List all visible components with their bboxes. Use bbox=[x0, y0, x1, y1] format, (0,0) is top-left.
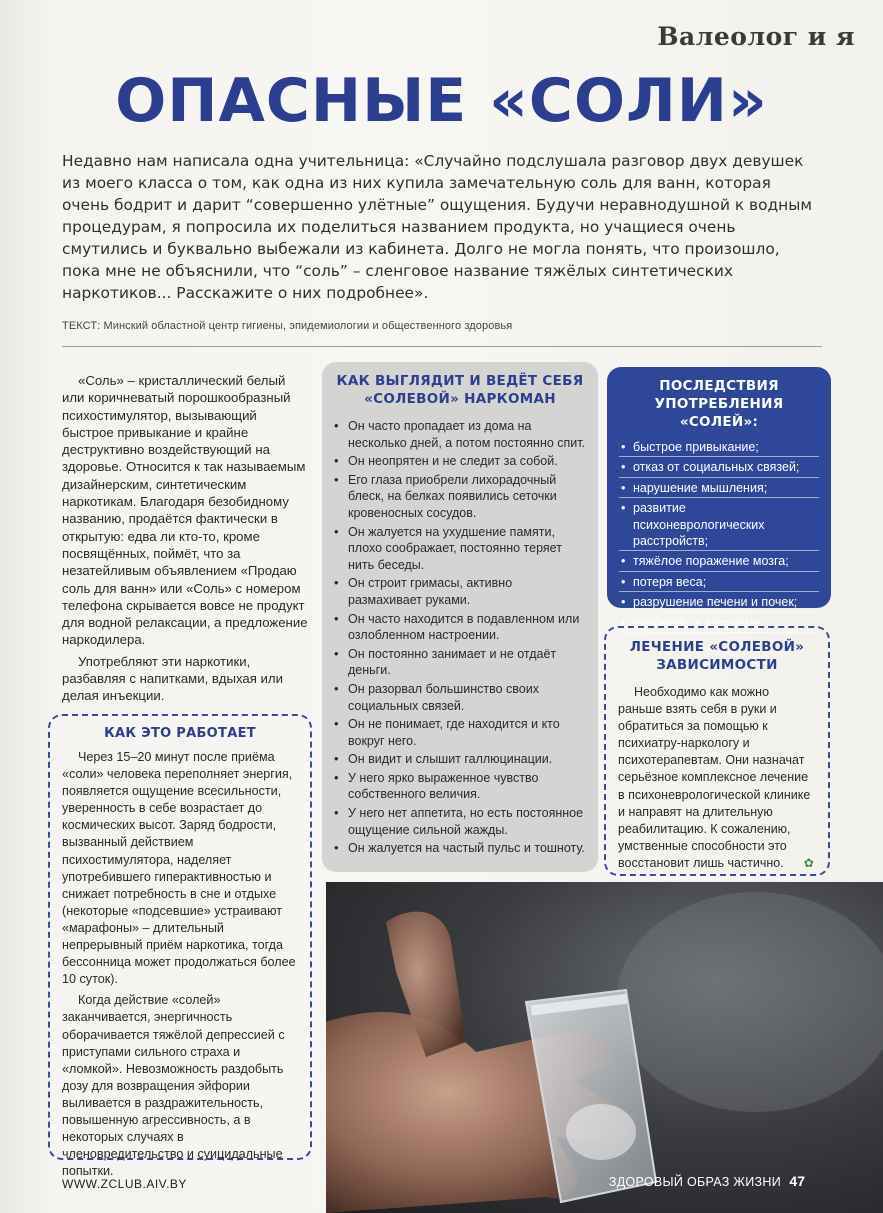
list-item: • Его глаза приобрели лихорадочный блеск, на белках появились сеточки кровеносных сосудов. bbox=[334, 472, 586, 522]
intro-paragraph: «Соль» – кристаллический белый или коричневатый порошкообразный психостимулятор, вызывающий быстрое привыкание и крайне деструктивно воздействующий на здоровье. Относится к так называемым дизайнерским, синтетическим наркотикам. Благодаря безобидному названию, продаётся фактически в открытую: едва ли кто-то, кроме посвящённых, поймёт, что за незатейливым объявлением «Продаю соль для ванн» или «Соль» с номером телефона скрывается вовсе не продукт для водной релаксации, а предложение наркодилера. bbox=[62, 373, 308, 648]
list-item: • Он не понимает, где находится и кто вокруг него. bbox=[334, 716, 586, 749]
treatment-box bbox=[604, 626, 830, 876]
how-it-works-paragraph: Когда действие «солей» заканчивается, энергичность оборачивается тяжёлой депрессией с приступами сильного страха и «ломкой». Невозможность раздобыть дозу для возвращения эйфории выливается в раздражительность, повышенную агрессивность, а в некоторых случаях в членовредительство и суицидальные попытки. bbox=[62, 993, 285, 1179]
article-headline: ОПАСНЫЕ «СОЛИ» bbox=[115, 66, 768, 136]
footer-magazine-name: ЗДОРОВЫЙ ОБРАЗ ЖИЗНИ bbox=[608, 1175, 781, 1189]
article-photo bbox=[326, 882, 883, 1213]
consequences-title: ПОСЛЕДСТВИЯ УПОТРЕБЛЕНИЯ «СОЛЕЙ»: bbox=[654, 378, 784, 430]
how-it-works-paragraph: Через 15–20 минут после приёма «соли» человека переполняет энергия, появляется ощущение всесильности, уверенность в себе возрастает до космических высот. Заряд бодрости, вызванный действием психостимулятора, наделяет употребившего гиперактивностью и снижает потребность в сне и отдыхе (некоторые «подсевшие» устраивают «марафоны» – длительный непрерывный приём наркотика, тогда бессонница может продолжаться более 10 суток). bbox=[62, 750, 296, 987]
list-item: • отказ от социальных связей; bbox=[619, 459, 819, 477]
how-it-works-box bbox=[48, 714, 312, 1179]
clover-icon: ✿ bbox=[803, 855, 814, 870]
footer-url: WWW.ZCLUB.AIV.BY bbox=[62, 1177, 187, 1191]
how-it-works-title: КАК ЭТО РАБОТАЕТ bbox=[104, 726, 256, 741]
treatment-text bbox=[618, 684, 816, 872]
list-item: • Он разорвал большинство своих социальных связей. bbox=[334, 681, 586, 714]
divider bbox=[62, 346, 822, 347]
addict-signs-box bbox=[322, 362, 598, 872]
list-item: • Он часто находится в подавленном или озлобленном настроении. bbox=[334, 611, 586, 644]
consequences-box bbox=[607, 367, 831, 630]
list-item: • Он часто пропадает из дома на несколько дней, а потом постоянно спит. bbox=[334, 418, 586, 451]
intro-column bbox=[62, 372, 308, 709]
list-item: • Он жалуется на ухудшение памяти, плохо соображает, постоянно теряет нить беседы. bbox=[334, 524, 586, 574]
list-item: • Он постоянно занимает и не отдаёт деньги. bbox=[334, 646, 586, 679]
list-item: • У него ярко выраженное чувство собственного величия. bbox=[334, 770, 586, 803]
intro-paragraph: Употребляют эти наркотики, разбавляя с напитками, вдыхая или делая инъекции. bbox=[62, 653, 283, 704]
article-lead: Недавно нам написала одна учительница: «Случайно подслушала разговор двух девушек из моего класса о том, как одна из них купила замечательную соль для ванн, которая очень бодрит и дарит “совершенно улётные” ощущения. Будучи неравнодушной к водным процедурам, я попросила их поделиться названием продукта, но учащиеся очень смутились и буквально выбежали из кабинета. Долго не могла понять, что произошло, пока мне не объяснили, что “соль” – сленговое название тяжёлых синтетических наркотиков... Расскажите о них подробнее». bbox=[62, 152, 812, 302]
list-item: • потеря веса; bbox=[619, 574, 819, 592]
list-item: • развитие психоневрологических расстройств; bbox=[619, 500, 819, 551]
list-item: • Он жалуется на частый пульс и тошноту. bbox=[334, 840, 586, 857]
addict-signs-title: КАК ВЫГЛЯДИТ И ВЕДЁТ СЕБЯ «СОЛЕВОЙ» НАРКОМАН bbox=[336, 373, 584, 407]
article-credit: ТЕКСТ: Минский областной центр гигиены, эпидемиологии и общественного здоровья bbox=[62, 320, 513, 332]
treatment-text-body: Необходимо как можно раньше взять себя в руки и обратиться за помощью к психиатру-наркологу и психотерапевтам. Они назначат серьёзное комплексное лечение в психоневрологической клинике и направят на длительную реабилитацию. К сожалению, умственные способности это восстановит лишь частично. bbox=[618, 685, 811, 870]
list-item: • проблемы с сосудами. bbox=[619, 615, 819, 633]
hand-holding-bag-illustration bbox=[326, 882, 883, 1213]
list-item: • тяжёлое поражение мозга; bbox=[619, 553, 819, 571]
consequences-list bbox=[619, 439, 819, 633]
list-item: • У него нет аппетита, но есть постоянное ощущение сильной жажды. bbox=[334, 805, 586, 838]
addict-signs-list bbox=[334, 418, 586, 857]
page-number: 47 bbox=[789, 1173, 805, 1189]
list-item: • Он видит и слышит галлюцинации. bbox=[334, 751, 586, 768]
list-item: • Он неопрятен и не следит за собой. bbox=[334, 453, 586, 470]
treatment-title: ЛЕЧЕНИЕ «СОЛЕВОЙ» ЗАВИСИМОСТИ bbox=[629, 639, 805, 673]
list-item: • быстрое привыкание; bbox=[619, 439, 819, 457]
section-label: Валеолог и я bbox=[657, 22, 855, 51]
list-item: • Он строит гримасы, активно размахивает руками. bbox=[334, 575, 586, 608]
list-item: • разрушение печени и почек; bbox=[619, 594, 819, 612]
list-item: • нарушение мышления; bbox=[619, 480, 819, 498]
